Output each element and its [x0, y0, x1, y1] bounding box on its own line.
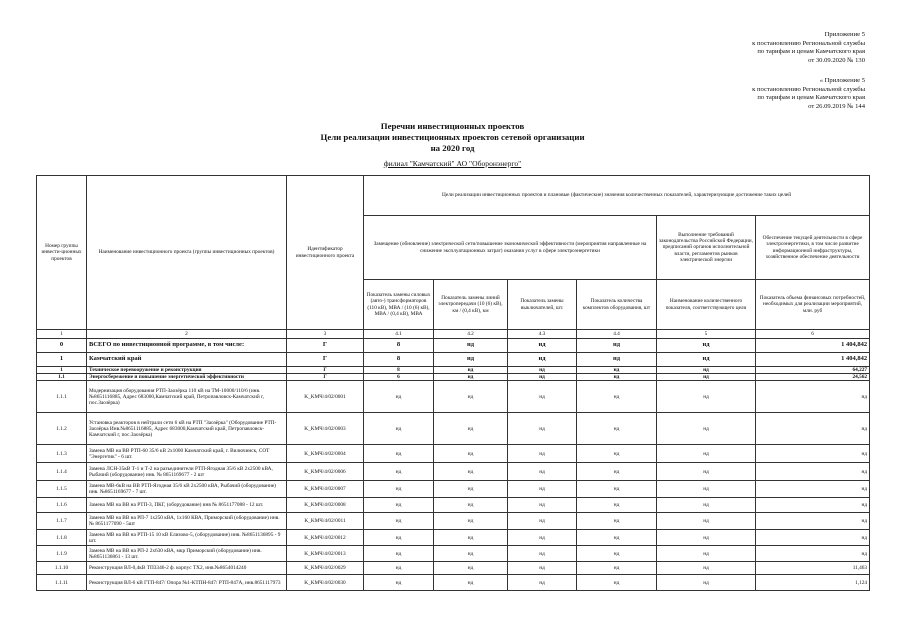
row-financing: 1 404,842: [756, 353, 870, 367]
row-switches: нд: [508, 339, 577, 353]
row-number: 1.1.3: [37, 445, 87, 463]
row-project-id: K_KMЧ/4/02/0012: [287, 530, 364, 546]
row-equipment: нд: [577, 575, 657, 591]
row-transformers: 8: [364, 353, 434, 367]
row-switches: нд: [508, 413, 577, 445]
row-lines: нд: [434, 575, 508, 591]
row-quantity-name: нд: [657, 353, 756, 367]
row-transformers: 8: [364, 339, 434, 353]
row-equipment: нд: [577, 353, 657, 367]
header-ind-equipment: Показатель количества комплектов оборудования, шт: [577, 280, 657, 330]
row-quantity-name: нд: [657, 445, 756, 463]
row-quantity-name: нд: [657, 374, 756, 381]
table-row: [37, 445, 870, 463]
appendix-line: к постановлению Региональной службы: [752, 85, 865, 93]
row-financing: 1 404,842: [756, 339, 870, 353]
appendix-note-previous: [752, 77, 865, 111]
row-project-id: Г: [287, 339, 364, 353]
row-project-name: Замена МВ на ВВ на РП-7 1х250 кВА, 1х160 КВА, Приморский (оборудование) инв. № 8651177090 - 5шт: [87, 513, 287, 530]
row-transformers: нд: [364, 498, 434, 513]
table-row: [37, 562, 870, 575]
row-financing: нд: [756, 513, 870, 530]
row-project-id: K_KMЧ/4/02/0029: [287, 562, 364, 575]
row-project-name: Замена ЛСН-35кВ Т-1 и Т-2 на разъединители РТП-Ягодная 35/6 кВ 2х2500 кВА, Рыбачий (оборудование) инв. № 8651169677 - 2 шт: [87, 463, 287, 481]
row-number: 1.1: [37, 374, 87, 381]
row-quantity-name: нд: [657, 413, 756, 445]
row-project-id: Г: [287, 353, 364, 367]
appendix-line: от 26.09.2019 № 144: [808, 102, 865, 110]
appendix-line: по тарифам и ценам Камчатского края: [757, 94, 865, 102]
appendix-line: « Приложение 5: [819, 77, 865, 84]
row-financing: 11,463: [756, 562, 870, 575]
row-switches: нд: [508, 481, 577, 498]
row-number: 1.1.2: [37, 413, 87, 445]
header-goals: Цели реализации инвестиционных проектов и плановые (фактические) значения количественных показателей, характеризующие достижение таких целей: [364, 176, 870, 216]
header-ind-financing: Показатель объема финансовых потребностей, необходимых для реализации мероприятий, млн. руб: [756, 280, 870, 330]
row-switches: нд: [508, 463, 577, 481]
row-switches: нд: [508, 575, 577, 591]
row-quantity-name: нд: [657, 381, 756, 413]
row-financing: 24,562: [756, 374, 870, 381]
row-switches: нд: [508, 498, 577, 513]
row-project-name: Замена МВ на ВВ на РТП-15 10 кВ Елизово-5, (оборудование) инв. №8651136895 - 9 шт.: [87, 530, 287, 546]
row-financing: нд: [756, 530, 870, 546]
table-row: [37, 481, 870, 498]
table-row: [37, 463, 870, 481]
row-lines: нд: [434, 367, 508, 374]
column-number: 4.1: [364, 330, 434, 339]
row-quantity-name: нд: [657, 481, 756, 498]
row-transformers: нд: [364, 413, 434, 445]
table-row: [37, 575, 870, 591]
row-project-name: Камчатский край: [87, 353, 287, 367]
appendix-line: от 30.09.2020 № 130: [808, 56, 865, 64]
column-number: 6: [756, 330, 870, 339]
row-project-name: Замена МВ на ВВ РТП-60 35/6 кВ 2х1000 Камчатский край, г. Вилючинск, СОТ "Энергетик" - 6 шт.: [87, 445, 287, 463]
table-row: [37, 513, 870, 530]
row-lines: нд: [434, 339, 508, 353]
row-lines: нд: [434, 498, 508, 513]
row-number: 1.1.11: [37, 575, 87, 591]
row-equipment: нд: [577, 367, 657, 374]
row-lines: нд: [434, 530, 508, 546]
row-financing: нд: [756, 498, 870, 513]
row-lines: нд: [434, 481, 508, 498]
row-number: 1.1.9: [37, 546, 87, 562]
row-equipment: нд: [577, 498, 657, 513]
document-year: на 2020 год: [430, 143, 475, 153]
row-lines: нд: [434, 353, 508, 367]
row-switches: нд: [508, 546, 577, 562]
column-number: 4.3: [508, 330, 577, 339]
row-quantity-name: нд: [657, 339, 756, 353]
row-project-id: K_KMЧ/4/02/0004: [287, 445, 364, 463]
header-ind-quantity-name: Наименование количественного показателя, соответствующего цели: [657, 280, 756, 330]
row-number: 0: [37, 339, 87, 353]
row-number: 1.1.8: [37, 530, 87, 546]
row-switches: нд: [508, 381, 577, 413]
row-financing: нд: [756, 445, 870, 463]
document-subtitle: Цели реализации инвестиционных проектов сетевой организации: [320, 132, 585, 142]
appendix-note-current: [752, 31, 865, 65]
header-support: Обеспечение текущей деятельности в сфере электроэнергетики, в том числе развитие информационной инфраструктуры, хозяйственное обеспечение деятельности: [756, 216, 870, 280]
column-number: 4.4: [577, 330, 657, 339]
row-lines: нд: [434, 445, 508, 463]
row-equipment: нд: [577, 413, 657, 445]
table-row: [37, 353, 870, 367]
row-number: 1.1.6: [37, 498, 87, 513]
row-transformers: нд: [364, 562, 434, 575]
row-equipment: нд: [577, 445, 657, 463]
table-row: [37, 367, 870, 374]
row-financing: 1,124: [756, 575, 870, 591]
row-project-name: Техническое перевооружение и реконструкция: [87, 367, 287, 374]
investment-projects-table: [36, 175, 870, 591]
row-number: 1: [37, 367, 87, 374]
appendix-line: Приложение 5: [824, 31, 865, 38]
row-number: 1.1.4: [37, 463, 87, 481]
row-lines: нд: [434, 562, 508, 575]
row-equipment: нд: [577, 546, 657, 562]
row-quantity-name: нд: [657, 463, 756, 481]
row-project-id: K_KMЧ/4/02/0013: [287, 546, 364, 562]
header-replacement: Замещение (обновление) электрической сети/повышение экономической эффективности (мероприятия направленные на снижение эксплуатационных затрат) оказания услуг в сфере электроэнергетики: [364, 216, 657, 280]
row-equipment: нд: [577, 530, 657, 546]
row-project-name: Модернизация оборудования РТП-Заозёрка 110 кВ на ТМ-10000/110/6 (инв.№8651116885, Адрес 683000,Камчатский край, Петропавловск-Камчатский г, пос.Заозёрка): [87, 381, 287, 413]
row-switches: нд: [508, 562, 577, 575]
row-quantity-name: нд: [657, 575, 756, 591]
row-equipment: нд: [577, 339, 657, 353]
column-number-row: [37, 330, 870, 339]
appendix-line: к постановлению Региональной службы: [752, 39, 865, 47]
row-switches: нд: [508, 367, 577, 374]
document-title: Перечни инвестиционных проектов: [380, 121, 525, 131]
row-switches: нд: [508, 530, 577, 546]
row-project-id: K_KMЧ/4/02/0030: [287, 575, 364, 591]
row-transformers: нд: [364, 463, 434, 481]
row-transformers: 8: [364, 367, 434, 374]
row-quantity-name: нд: [657, 367, 756, 374]
row-project-id: K_KMЧ/4/02/0008: [287, 498, 364, 513]
branch-name-text: филиал "Камчатский" АО "Оборонэнерго": [383, 159, 522, 168]
row-project-id: Г: [287, 374, 364, 381]
row-project-name: Установка реакторов в нейтрали сети 6 кВ на РТП "Заозёрка" (Оборудование РТП- Заозёрка Инв.№8651116885, Адрес 683000,Камчатский край, Петропавловск-Камчатский г, пос.Заозёрка): [87, 413, 287, 445]
row-equipment: нд: [577, 562, 657, 575]
header-ind-switches: Показатель замены выключателей, шт.: [508, 280, 577, 330]
row-switches: нд: [508, 374, 577, 381]
table-row: [37, 413, 870, 445]
row-transformers: нд: [364, 546, 434, 562]
row-financing: нд: [756, 413, 870, 445]
row-number: 1.1.5: [37, 481, 87, 498]
table-row: [37, 339, 870, 353]
row-equipment: нд: [577, 481, 657, 498]
row-project-id: K_KMЧ/4/02/0006: [287, 463, 364, 481]
row-quantity-name: нд: [657, 530, 756, 546]
row-quantity-name: нд: [657, 562, 756, 575]
table-row: [37, 546, 870, 562]
row-transformers: нд: [364, 530, 434, 546]
header-ind-transformers: Показатель замены силовых (авто-) трансформаторов (110 кВ), МВА / (10 (6) кВ), МВА / (0,4 кВ), МВА: [364, 280, 434, 330]
row-number: 1.1.1: [37, 381, 87, 413]
row-financing: нд: [756, 546, 870, 562]
row-switches: нд: [508, 353, 577, 367]
row-number: 1.1.7: [37, 513, 87, 530]
row-project-id: K_KMЧ/4/02/0003: [287, 413, 364, 445]
header-project-id: Идентификатор инвестиционного проекта: [287, 176, 364, 330]
row-project-id: Г: [287, 367, 364, 374]
column-number: 4.2: [434, 330, 508, 339]
row-financing: нд: [756, 381, 870, 413]
row-project-id: K_KMЧ/4/02/0007: [287, 481, 364, 498]
column-number: 1: [37, 330, 87, 339]
table-row: [37, 381, 870, 413]
table-row: [37, 530, 870, 546]
row-transformers: нд: [364, 513, 434, 530]
column-number: 5: [657, 330, 756, 339]
row-project-name: Энергосбережение и повышение энергетической эффективности: [87, 374, 287, 381]
row-number: 1.1.10: [37, 562, 87, 575]
row-equipment: нд: [577, 513, 657, 530]
row-project-name: Реконструкция ВЛ-6 кВ ГТП-847/ Опора №1-КТПН-847/ РТП-847А, инв.8651117973: [87, 575, 287, 591]
appendix-line: по тарифам и ценам Камчатского края: [757, 48, 865, 56]
row-quantity-name: нд: [657, 498, 756, 513]
row-financing: нд: [756, 481, 870, 498]
column-number: 3: [287, 330, 364, 339]
header-requirements: Выполнение требований законодательства Российской Федерации, предписаний органов исполнительной власти, регламентов рынков электрической энергии: [657, 216, 756, 280]
row-equipment: нд: [577, 374, 657, 381]
row-quantity-name: нд: [657, 546, 756, 562]
row-project-name: Замена МВ на ВВ на РТП-3, ПКГ, (оборудование) инв № 8651177088 - 12 шт.: [87, 498, 287, 513]
row-number: 1: [37, 353, 87, 367]
row-project-name: ВСЕГО по инвестиционной программе, в том числе:: [87, 339, 287, 353]
row-financing: нд: [756, 463, 870, 481]
header-group-number: Номер группы инвести-ционных проектов: [37, 176, 87, 330]
row-switches: нд: [508, 445, 577, 463]
branch-name: [0, 159, 905, 168]
row-lines: нд: [434, 413, 508, 445]
row-project-id: K_KMЧ/4/02/0001: [287, 381, 364, 413]
row-lines: нд: [434, 374, 508, 381]
row-quantity-name: нд: [657, 513, 756, 530]
row-project-name: Реконструкция ВЛ-0,4кВ ТП3346-2 ф. корпус ТХ2, инв.№8654014240: [87, 562, 287, 575]
row-lines: нд: [434, 381, 508, 413]
row-project-id: K_KMЧ/4/02/0011: [287, 513, 364, 530]
table-row: [37, 374, 870, 381]
column-number: 2: [87, 330, 287, 339]
row-project-name: Замена МВ-6кВ на ВВ РТП-Ягодная 35/6 кВ 2х2500 кВА, Рыбачий (оборудование) инв. №8651169677 - 7 шт.: [87, 481, 287, 498]
header-project-name: Наименование инвестиционного проекта (группы инвестиционных проектов): [87, 176, 287, 330]
row-equipment: нд: [577, 381, 657, 413]
row-lines: нд: [434, 513, 508, 530]
row-transformers: нд: [364, 381, 434, 413]
row-equipment: нд: [577, 463, 657, 481]
row-financing: 64,227: [756, 367, 870, 374]
row-transformers: нд: [364, 575, 434, 591]
table-row: [37, 498, 870, 513]
row-lines: нд: [434, 463, 508, 481]
row-transformers: нд: [364, 445, 434, 463]
header-ind-lines: Показатель замены линий электропередачи (10 (6) кВ), км / (0,4 кВ), км: [434, 280, 508, 330]
row-lines: нд: [434, 546, 508, 562]
row-transformers: 6: [364, 374, 434, 381]
row-transformers: нд: [364, 481, 434, 498]
row-switches: нд: [508, 513, 577, 530]
row-project-name: Замена МВ на ВВ на РП-2 2х630 кВА, мкр Приморский (оборудование) инв. №8651136861 - 13 шт.: [87, 546, 287, 562]
